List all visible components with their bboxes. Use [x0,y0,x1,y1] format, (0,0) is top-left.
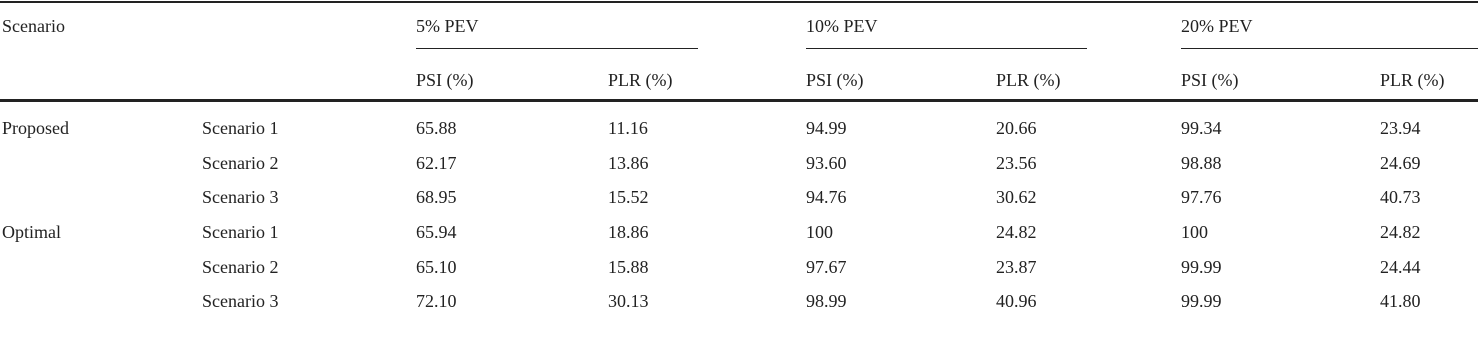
table-cell: 65.88 [416,118,457,138]
header-group-20pct: 20% PEV [1181,16,1253,36]
group-rule-20pct [1181,48,1478,49]
header-scenario: Scenario [2,16,65,36]
subheader-plr: PLR (%) [608,70,673,90]
table-cell: 93.60 [806,153,847,173]
table-cell: 24.82 [1380,222,1421,242]
table-cell: 24.82 [996,222,1037,242]
table-cell: 40.96 [996,291,1037,311]
subheader-psi: PSI (%) [416,70,474,90]
table-cell: 24.69 [1380,153,1421,173]
row-scenario: Scenario 2 [202,257,279,277]
header-group-10pct: 10% PEV [806,16,878,36]
row-method: Optimal [2,222,61,242]
subheader-plr: PLR (%) [996,70,1061,90]
header-bottom-rule [0,99,1478,102]
subheader-plr: PLR (%) [1380,70,1445,90]
header-group-5pct: 5% PEV [416,16,479,36]
subheader-psi: PSI (%) [806,70,864,90]
table-cell: 97.67 [806,257,847,277]
table-cell: 30.62 [996,187,1037,207]
table-cell: 94.99 [806,118,847,138]
table-cell: 41.80 [1380,291,1421,311]
group-rule-5pct [416,48,698,49]
table-cell: 98.99 [806,291,847,311]
table-cell: 23.87 [996,257,1037,277]
table-cell: 15.88 [608,257,649,277]
table-cell: 68.95 [416,187,457,207]
table-cell: 40.73 [1380,187,1421,207]
table-cell: 94.76 [806,187,847,207]
subheader-psi: PSI (%) [1181,70,1239,90]
row-scenario: Scenario 3 [202,291,279,311]
table-cell: 99.99 [1181,291,1222,311]
row-scenario: Scenario 1 [202,222,279,242]
table-cell: 13.86 [608,153,649,173]
table-cell: 97.76 [1181,187,1222,207]
table-cell: 99.34 [1181,118,1222,138]
table-cell: 65.10 [416,257,457,277]
table-cell: 30.13 [608,291,649,311]
table-cell: 24.44 [1380,257,1421,277]
row-scenario: Scenario 3 [202,187,279,207]
table-cell: 15.52 [608,187,649,207]
table-top-rule [0,1,1478,3]
table-cell: 98.88 [1181,153,1222,173]
table-cell: 23.94 [1380,118,1421,138]
table-cell: 72.10 [416,291,457,311]
row-scenario: Scenario 2 [202,153,279,173]
table-cell: 65.94 [416,222,457,242]
table-cell: 99.99 [1181,257,1222,277]
table-cell: 62.17 [416,153,457,173]
table-cell: 23.56 [996,153,1037,173]
table-cell: 18.86 [608,222,649,242]
group-rule-10pct [806,48,1087,49]
table-cell: 20.66 [996,118,1037,138]
table-cell: 100 [806,222,833,242]
row-method: Proposed [2,118,69,138]
row-scenario: Scenario 1 [202,118,279,138]
table-cell: 100 [1181,222,1208,242]
table-cell: 11.16 [608,118,648,138]
